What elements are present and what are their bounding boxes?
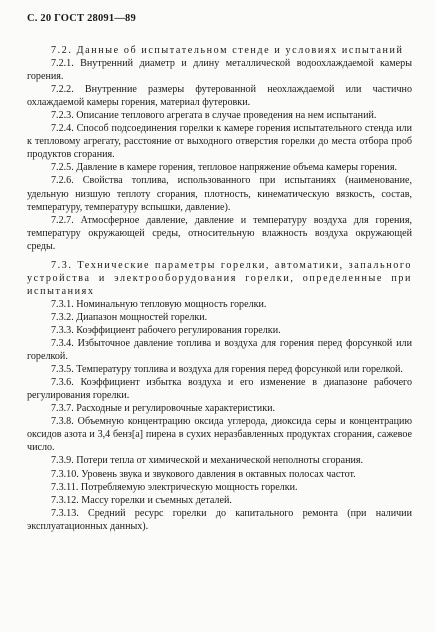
paragraph-7-2-3: 7.2.3. Описание теплового агрегата в случае проведения на нем испытаний. <box>51 110 377 122</box>
paragraph-7-3-4: 7.3.4. Избыточное давление топлива и воздуха для горения перед форсункой или горелкой. <box>27 338 412 363</box>
paragraph-7-2-2: 7.2.2. Внутренние размеры футерованной неохлаждаемой или частично охлаждаемой камеры горения, материал футеровки. <box>27 84 412 109</box>
paragraph-7-2-6: 7.2.6. Свойства топлива, использованного при испытаниях (наименование, удельную низшую теплоту сгорания, плотность, кинематическую вязкость, состав, температуру, температуру вспышки, давление). <box>27 175 412 213</box>
paragraph-7-2-5: 7.2.5. Давление в камере горения, тепловое напряжение объема камеры горения. <box>51 162 398 174</box>
paragraph-7-3-2: 7.3.2. Диапазон мощностей горелки. <box>51 311 208 323</box>
paragraph-7-3-13: 7.3.13. Средний ресурс горелки до капитального ремонта (при наличии эксплуатационных данных). <box>27 507 412 532</box>
paragraph-7-3-9: 7.3.9. Потери тепла от химической и механической неполноты сгорания. <box>51 455 364 467</box>
paragraph-7-3-12: 7.3.12. Массу горелки и съемных деталей. <box>51 494 232 506</box>
paragraph-7-2-7: 7.2.7. Атмосферное давление, давление и температуру воздуха для горения, температуру окружающей среды, относительную влажность воздуха окружающей среды. <box>27 214 412 252</box>
paragraph-7-2-4: 7.2.4. Способ подсоединения горелки к камере горения испытательного стенда или к тепловому агрегату, расстояние от выходного отверстия горелки до места отбора проб продуктов сгорания. <box>27 123 412 161</box>
paragraph-7-3-11: 7.3.11. Потребляемую электрическую мощность горелки. <box>51 481 298 493</box>
paragraph-7-3-5: 7.3.5. Температуру топлива и воздуха для горения перед форсункой или горелкой. <box>51 364 403 376</box>
section-heading-7-2: 7.2. Данные об испытательном стенде и условиях испытаний <box>51 45 404 56</box>
page-header: С. 20 ГОСТ 28091—89 <box>27 13 136 24</box>
section-heading-7-3: 7.3. Технические параметры горелки, автоматики, запального устройства и электрооборудования горелки, определенные при испытаниях <box>27 259 412 297</box>
paragraph-7-3-8: 7.3.8. Объемную концентрацию оксида углерода, диоксида серы и концентрацию оксидов азота и 3,4 бенз[а] пирена в сухих неразбавленных продуктах сгорания, сажевое число. <box>27 416 412 454</box>
paragraph-7-2-1: 7.2.1. Внутренний диаметр и длину металлической водоохлаждаемой камеры горения. <box>27 58 412 83</box>
paragraph-7-3-10: 7.3.10. Уровень звука и звукового давления в октавных полосах частот. <box>51 468 356 480</box>
document-body <box>27 44 412 533</box>
paragraph-7-3-7: 7.3.7. Расходные и регулировочные характеристики. <box>51 403 276 415</box>
paragraph-7-3-3: 7.3.3. Коэффициент рабочего регулирования горелки. <box>51 324 281 336</box>
paragraph-7-3-6: 7.3.6. Коэффициент избытка воздуха и его изменение в диапазоне рабочего регулирования горелки. <box>27 377 412 402</box>
paragraph-7-3-1: 7.3.1. Номинальную тепловую мощность горелки. <box>51 298 267 310</box>
